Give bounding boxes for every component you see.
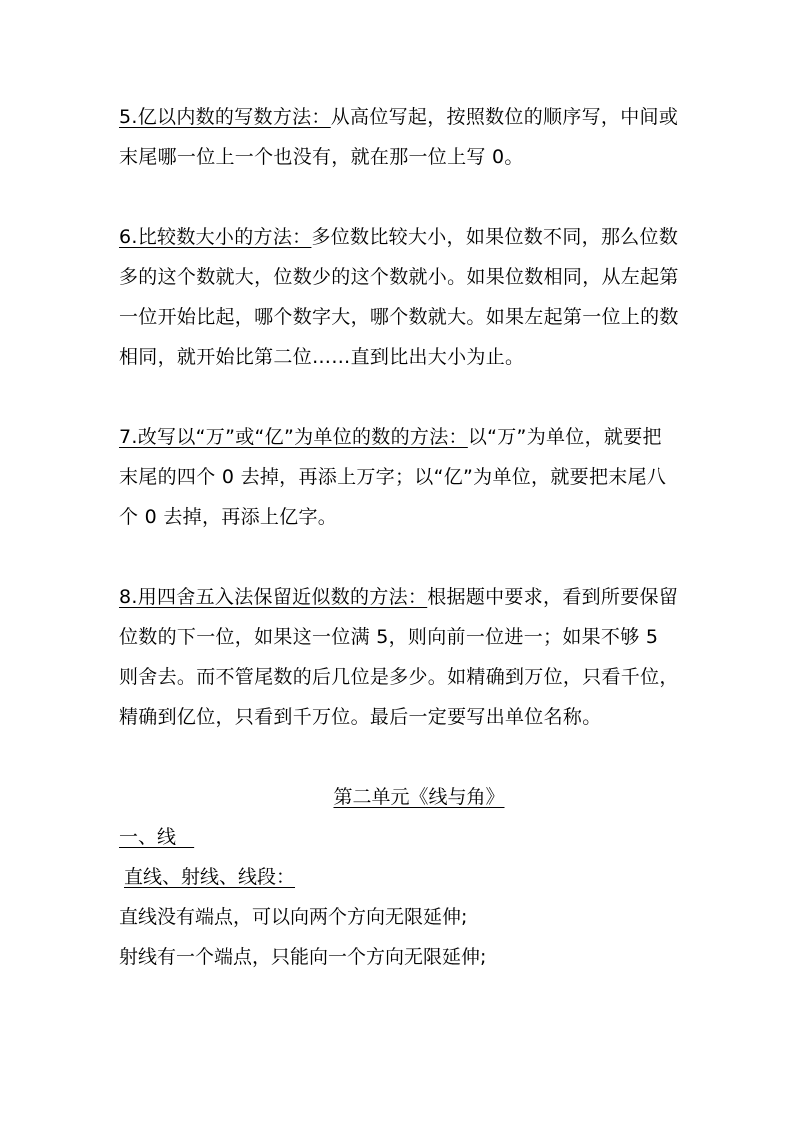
- subsection-heading: [119, 817, 679, 857]
- unit-title: [119, 777, 679, 817]
- subsection-heading-text: 一、线: [119, 826, 177, 848]
- section-8: [119, 577, 679, 737]
- topic-heading: [119, 857, 679, 897]
- topic-heading-text: 直线、射线、线段：: [124, 866, 296, 888]
- document-content: [119, 97, 679, 977]
- section-7-body: 以“万”为单位，就要把末尾的四个 0 去掉，再添上万字；以“亿”为单位，就要把末尾八个 0 去掉，再添上亿字。: [119, 426, 667, 528]
- section-7-heading: 7.改写以“万”或“亿”为单位的数的方法：: [119, 426, 468, 448]
- section-8-heading: 8.用四舍五入法保留近似数的方法：: [119, 586, 428, 608]
- unit-title-text: 第二单元《线与角》: [333, 786, 505, 808]
- section-5-heading: 5.亿以内数的写数方法：: [119, 106, 331, 128]
- section-6-heading: 6.比较数大小的方法：: [119, 226, 312, 248]
- section-6-body: 多位数比较大小，如果位数不同，那么位数多的这个数就大，位数少的这个数就小。如果位数相同，从左起第一位开始比起，哪个数字大，哪个数就大。如果左起第一位上的数相同，就开始比第二位……直到比出大小为止。: [119, 226, 679, 368]
- section-5: [119, 97, 679, 177]
- line-definition-ray: 射线有一个端点，只能向一个方向无限延伸;: [119, 946, 487, 968]
- section-8-body: 根据题中要求，看到所要保留位数的下一位，如果这一位满 5，则向前一位进一；如果不够 5 则舍去。而不管尾数的后几位是多少。如精确到万位，只看千位，精确到亿位，只看到千万位。最后一定要写出单位名称。: [119, 586, 679, 728]
- section-6: [119, 217, 679, 377]
- section-5-body: 从高位写起，按照数位的顺序写，中间或末尾哪一位上一个也没有，就在那一位上写 0。: [119, 106, 679, 168]
- section-7: [119, 417, 679, 537]
- line-definition-straight: 直线没有端点，可以向两个方向无限延伸;: [119, 906, 468, 928]
